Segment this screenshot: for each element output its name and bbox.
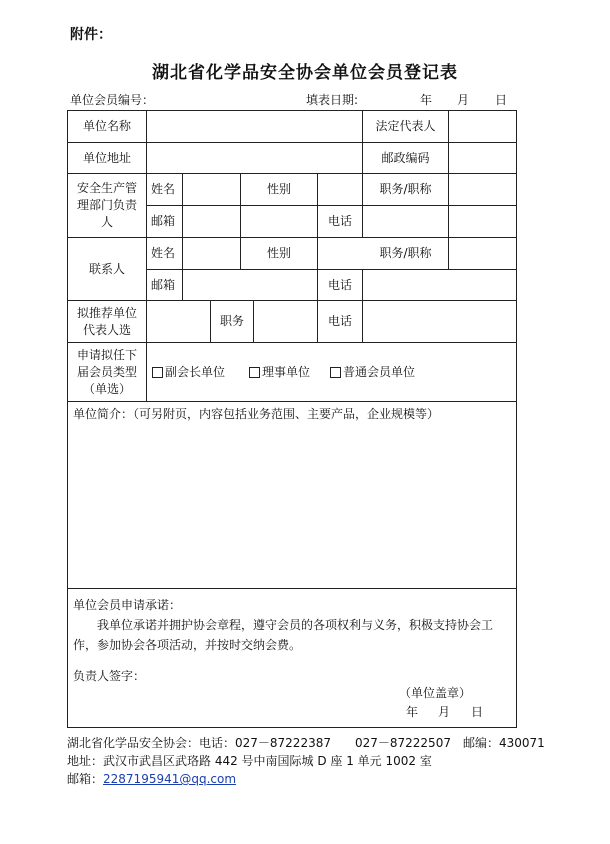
postal-code-field[interactable] — [449, 143, 516, 173]
contact-title-label: 职务/职称 — [379, 246, 432, 260]
fill-date-label: 填表日期: — [306, 93, 359, 107]
footer-email-label: 邮箱： — [67, 772, 104, 786]
date-month: 月 — [457, 93, 470, 107]
safety-head-gender-field[interactable] — [318, 174, 362, 205]
contact-gender-label: 性别 — [266, 246, 291, 260]
postal-code-label: 邮政编码 — [381, 150, 430, 165]
footer-address-line: 地址：武汉市武昌区武珞路 442 号中南国际城 D 座 1 单元 1002 室 — [67, 754, 432, 768]
promise-section — [73, 595, 513, 655]
option-regular-member[interactable]: 普通会员单位 — [330, 364, 415, 381]
checkbox-icon[interactable] — [330, 367, 341, 378]
legal-rep-label: 法定代表人 — [375, 119, 436, 133]
contact-phone-label: 电话 — [327, 277, 352, 292]
seal-date-day: 日 — [471, 705, 484, 719]
safety-head-name-label: 姓名 — [151, 182, 176, 196]
promise-title: 单位会员申请承诺： — [73, 598, 182, 612]
signer-label: 负责人签字： — [73, 669, 146, 683]
unit-intro-field[interactable] — [68, 423, 516, 587]
option-council-member[interactable]: 理事单位 — [249, 364, 310, 381]
safety-head-title-label: 职务/职称 — [379, 182, 432, 196]
safety-head-name-field[interactable] — [183, 174, 240, 205]
page-title: 湖北省化学品安全协会单位会员登记表 — [152, 63, 458, 83]
date-day: 日 — [495, 93, 508, 107]
recommended-position-label: 职务 — [219, 314, 244, 328]
registration-form — [67, 110, 517, 728]
safety-head-title-field[interactable] — [449, 174, 516, 205]
footer-contact-line: 湖北省化学品安全协会：电话：027－87222387 027－87222507 邮编：430071 — [67, 736, 545, 750]
checkbox-icon[interactable] — [152, 367, 163, 378]
option-vice-president[interactable]: 副会长单位 — [152, 364, 225, 381]
contact-email-field[interactable] — [183, 270, 317, 300]
member-type-label: 申请拟任下届会员类型（单选） — [76, 347, 137, 396]
safety-head-phone-field[interactable] — [363, 206, 516, 237]
unit-intro-label: 单位简介：（可另附页，内容包括业务范围、主要产品，企业规模等） — [73, 407, 440, 421]
checkbox-icon[interactable] — [249, 367, 260, 378]
promise-body: 我单位承诺并拥护协会章程，遵守会员的各项权利与义务，积极支持协会工作，参加协会各项活动，并按时交纳会费。 — [73, 618, 494, 652]
seal-date-year: 年 — [406, 705, 419, 719]
contact-label: 联系人 — [88, 261, 125, 276]
safety-head-email-field[interactable] — [183, 206, 317, 237]
safety-head-email-label: 邮箱 — [151, 214, 176, 228]
safety-head-phone-label: 电话 — [327, 214, 352, 228]
unit-name-field[interactable] — [147, 111, 362, 142]
contact-email-label: 邮箱 — [151, 277, 176, 292]
member-no-label: 单位会员编号： — [70, 93, 155, 107]
contact-name-field[interactable] — [183, 238, 240, 269]
safety-head-gender-label: 性别 — [266, 182, 291, 196]
recommended-phone-label: 电话 — [327, 314, 352, 328]
seal-date-month: 月 — [438, 705, 451, 719]
contact-name-label: 姓名 — [151, 246, 176, 260]
contact-phone-field[interactable] — [363, 270, 516, 300]
seal-label: （单位盖章） — [399, 686, 472, 700]
footer-email-link[interactable]: 2287195941@qq.com — [103, 772, 237, 786]
date-year: 年 — [420, 93, 433, 107]
attachment-label: 附件： — [70, 27, 112, 43]
contact-title-field[interactable] — [449, 238, 516, 269]
unit-address-field[interactable] — [147, 143, 362, 173]
recommended-position-field[interactable] — [254, 301, 317, 342]
unit-name-label: 单位名称 — [82, 119, 131, 133]
member-type-options — [152, 343, 512, 401]
safety-head-label: 安全生产管理部门负责人 — [76, 181, 137, 229]
recommended-rep-field[interactable] — [147, 301, 210, 342]
legal-rep-field[interactable] — [449, 111, 516, 142]
recommended-phone-field[interactable] — [363, 301, 516, 342]
unit-address-label: 单位地址 — [82, 150, 131, 165]
recommended-rep-label: 拟推荐单位代表人选 — [76, 305, 137, 337]
footer-email-line — [67, 770, 236, 787]
